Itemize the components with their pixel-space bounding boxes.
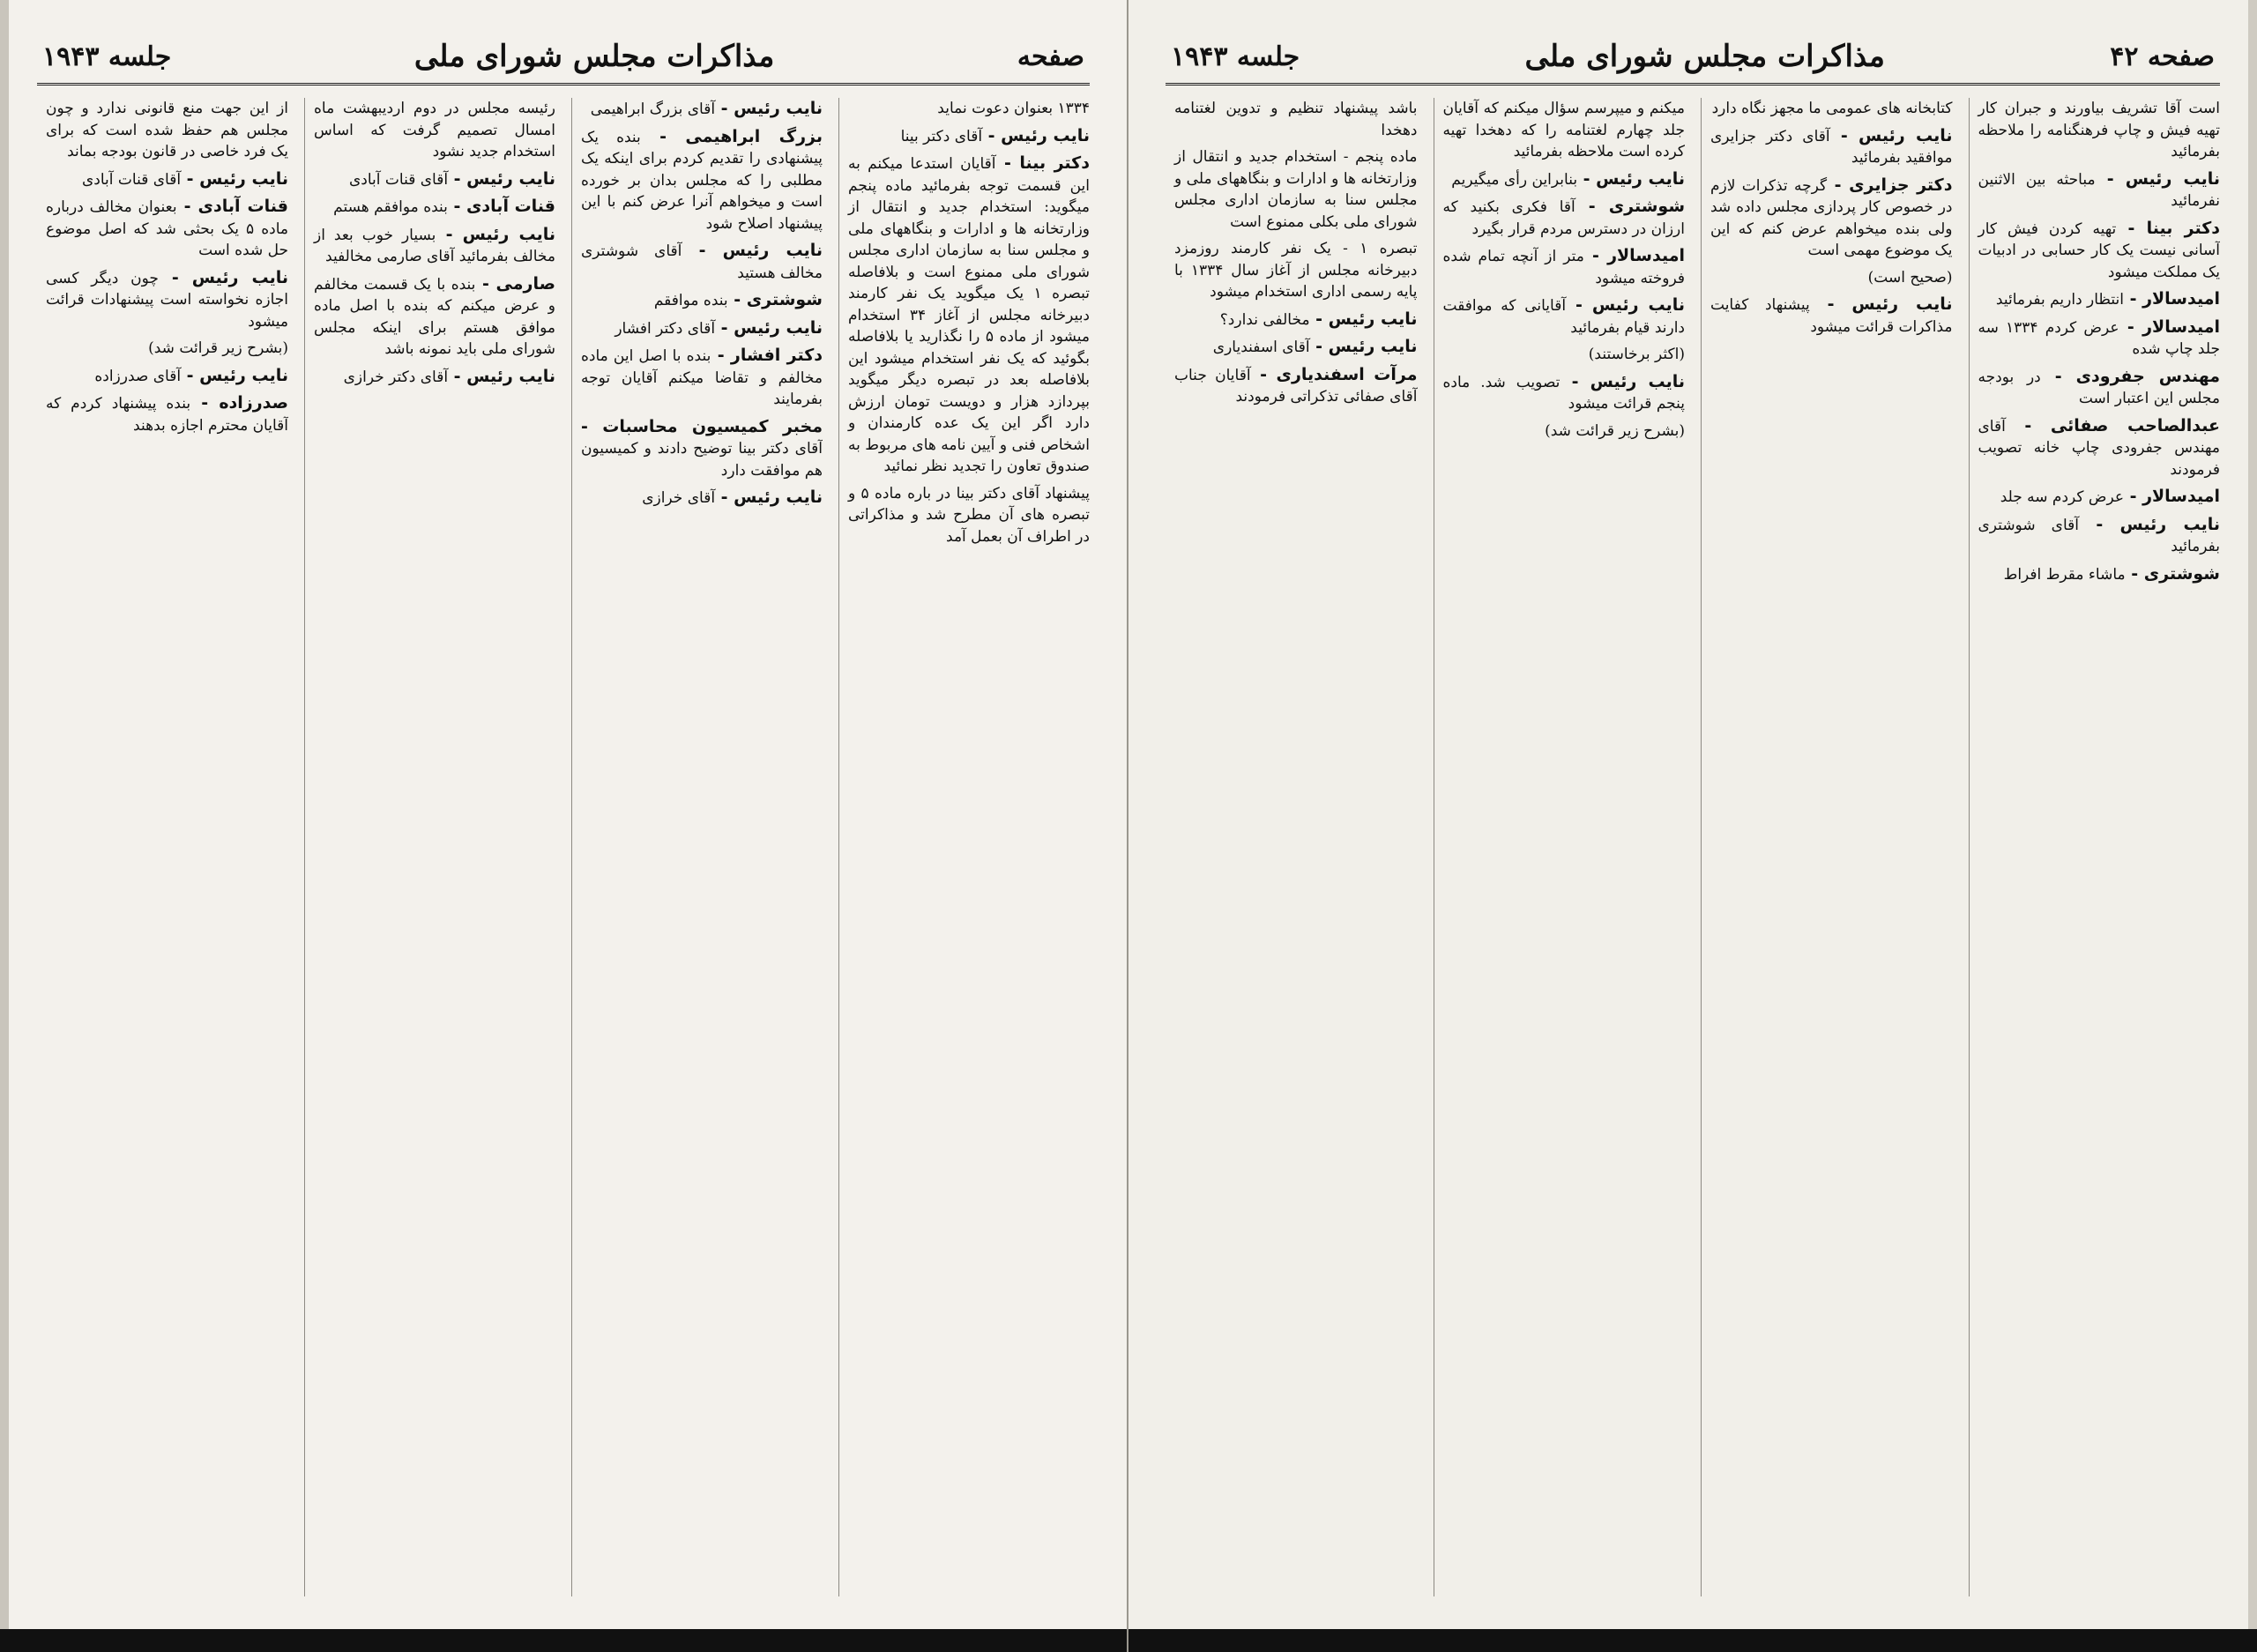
text-column	[37, 98, 288, 1596]
paragraph-text: ۱۳۳۴ بعنوان دعوت نماید	[937, 100, 1090, 117]
paragraph	[1978, 288, 2221, 311]
paragraph	[1443, 371, 1686, 415]
paragraph	[1710, 294, 1953, 338]
paragraph-text: تصویب شد. ماده پنجم قرائت میشود	[1442, 373, 1685, 413]
paragraph-text: انتظار داریم بفرمائید	[1995, 291, 2124, 309]
paragraph	[1443, 196, 1686, 240]
paragraph-text: آقای دکتر بینا	[900, 127, 983, 145]
speaker-name: مخبر کمیسیون محاسبات -	[581, 416, 823, 436]
paragraph	[314, 224, 555, 268]
paragraph	[848, 483, 1090, 548]
paragraph	[581, 317, 823, 340]
paragraph	[848, 153, 1090, 478]
paragraph-text: است آقا تشریف بیاورند و جبران کار تهیه فیش و چاپ فرهنگنامه را ملاحظه بفرمائید	[1978, 100, 2220, 160]
text-column	[1166, 98, 1418, 1596]
paragraph-text: آقای دکتر خرازی	[343, 368, 449, 386]
paragraph-text: (صحیح است)	[1867, 268, 1953, 286]
paragraph-text: آقایان استدعا میکنم به این قسمت توجه بفرمائید ماده پنجم میگوید: استخدام جدید و انتقال از وزارتخانه ها و ادارات و بنگاههای ملی و مجلس سنا به سازمان اداری مجلس شورای ملی ممنوع است و بلافاصله تبصره ۱ یک میگوید یک نفر کارمند دبیرخانه مجلس از آغاز ۳۴ استخدام میشود از ماده ۵ را نگذارید یا بلافاصله بگوئید که یک نفر استخدام میشود این بلافاصله بعد در تبصره دیگر میگوید بپردازد هزار و دویست تومان ارزش دارد اگر این یک عده کارمندان و اشخاص فنی و آیین نامه های مربوط به صندوق تعاون را تجدید نظر نمائید	[848, 155, 1090, 475]
speaker-name: نایب رئیس -	[1809, 294, 1953, 314]
speaker-name: نایب رئیس -	[715, 317, 823, 338]
text-columns	[1166, 98, 2220, 1596]
paragraph	[314, 98, 555, 163]
speaker-name: بزرگ ابراهیمی -	[640, 126, 823, 146]
speaker-name: شوشتری -	[2125, 563, 2220, 584]
page-header	[37, 33, 1090, 86]
session-number: جلسه ۱۹۴۳	[42, 41, 172, 72]
paragraph-text: آقایان جناب آقای صفائی تذکراتی فرمودند	[1174, 366, 1418, 406]
paragraph-text: بنده موافقم	[653, 292, 728, 309]
speaker-name: شوشتری -	[1575, 197, 1685, 216]
paragraph	[1443, 168, 1686, 191]
left-page	[0, 0, 1128, 1652]
speaker-name: نایب رئیس -	[1309, 337, 1418, 356]
paragraph-text: آقایانی که موافقت دارند قیام بفرمائید	[1442, 297, 1685, 337]
paragraph	[46, 338, 288, 360]
paragraph-text: بنده یک پیشنهادی را تقدیم کردم برای اینکه یک مطلبی را که مجلس بدان بر خورده است و میخواهم آنرا عرض کنم با این پیشنهاد اصلاح شود	[581, 128, 823, 233]
speaker-name: نایب رئیس -	[158, 267, 288, 287]
paragraph-text: بنده با اصل این ماده مخالفم و تقاضا میکنم آقایان توجه بفرمایند	[581, 347, 823, 408]
paragraph	[1710, 267, 1953, 289]
paragraph	[1174, 309, 1418, 331]
speaker-name: نایب رئیس -	[1577, 168, 1685, 189]
paragraph-text: گرچه تذکرات لازم در خصوص کار پردازی مجلس داده شد ولی بنده میخواهم عرض کنم که این یک موضوع مهمی است	[1710, 176, 1953, 259]
paragraph-text: آقای اسفندیاری	[1212, 339, 1310, 356]
paragraph-text: متر از آنچه تمام شده فروخته میشود	[1442, 248, 1685, 287]
paragraph	[1978, 514, 2221, 558]
paragraph	[46, 365, 288, 388]
paragraph	[1710, 175, 1953, 262]
paragraph-text: بنابراین رأی میگیریم	[1451, 170, 1578, 189]
speaker-name: نایب رئیس -	[715, 487, 823, 507]
paragraph	[581, 240, 823, 284]
paragraph-text: آقای قنات آبادی	[81, 170, 182, 189]
paragraph	[1710, 98, 1953, 120]
paragraph-text: (بشرح زیر قرائت شد)	[148, 339, 288, 357]
paragraph	[581, 345, 823, 411]
speaker-name: قنات آبادی -	[447, 197, 555, 216]
speaker-name: نایب رئیس -	[715, 99, 823, 118]
speaker-name: نایب رئیس -	[1829, 125, 1953, 145]
paragraph	[1978, 366, 2221, 410]
paragraph	[1978, 563, 2221, 586]
page-title: مذاکرات مجلس شورای ملی	[1524, 39, 1885, 74]
paragraph-text: آقای دکتر جزایری موافقید بفرمائید	[1710, 127, 1953, 167]
speaker-name: نایب رئیس -	[448, 366, 555, 386]
speaker-name: امیدسالار -	[2119, 316, 2220, 337]
paragraph-text: عرض کردم سه جلد	[2000, 488, 2124, 506]
speaker-name: نایب رئیس -	[682, 241, 823, 260]
paragraph	[581, 126, 823, 235]
speaker-name: نایب رئیس -	[436, 224, 555, 244]
text-column	[838, 98, 1090, 1596]
text-column	[304, 98, 555, 1596]
paragraph	[1443, 245, 1686, 289]
page-header	[1166, 33, 2220, 86]
paragraph	[314, 273, 555, 361]
paragraph	[46, 196, 288, 262]
paragraph	[1443, 294, 1686, 339]
speaker-name: صدرزاده -	[190, 393, 288, 413]
speaker-name: نایب رئیس -	[181, 365, 288, 385]
speaker-name: امیدسالار -	[2123, 289, 2220, 309]
page-edge	[0, 0, 9, 1652]
paragraph-text: (بشرح زیر قرائت شد)	[1545, 421, 1685, 440]
paragraph	[1978, 218, 2221, 284]
paragraph	[581, 487, 823, 510]
paragraph-text: ماشاء مقرط افراط	[2003, 565, 2126, 584]
paragraph-text: (اکثر برخاستند)	[1588, 346, 1685, 363]
paragraph	[46, 267, 288, 333]
paragraph-text: چون دیگر کسی اجازه نخواسته است پیشنهادات قرائت میشود	[46, 269, 288, 331]
speaker-name: دکتر افشار -	[711, 346, 823, 365]
speaker-name: نایب رئیس -	[1309, 309, 1418, 329]
speaker-name: نایب رئیس -	[2095, 168, 2220, 189]
page-edge	[2248, 0, 2257, 1652]
speaker-name: دکتر بینا -	[995, 153, 1090, 173]
paragraph-text: رئیسه مجلس در دوم اردیبهشت ماه امسال تصمیم گرفت که اساس استخدام جدید نشود	[314, 100, 555, 160]
right-page	[1128, 0, 2257, 1652]
speaker-name: نایب رئیس -	[2079, 514, 2220, 534]
paragraph	[1443, 98, 1686, 163]
paragraph-text: تهیه کردن فیش کار آسانی نیست یک کار حسابی در ادبیات یک مملکت میشود	[1978, 220, 2220, 281]
paragraph-text: آقای شوشتری بفرمائید	[1978, 516, 2220, 555]
paragraph-text: آقای مهندس جفرودی چاپ خانه تصویب فرمودند	[1978, 417, 2220, 479]
speaker-name: دکتر جزایری -	[1827, 175, 1953, 195]
speaker-name: شوشتری -	[727, 290, 823, 309]
paragraph	[1174, 98, 1418, 141]
page-title: مذاکرات مجلس شورای ملی	[413, 39, 775, 74]
paragraph-text: آقای شوشتری مخالف هستید	[581, 242, 823, 282]
page-number: صفحه ۴۲	[2110, 41, 2215, 72]
paragraph-text: آقای خرازی	[642, 489, 716, 507]
paragraph	[848, 125, 1090, 148]
paragraph	[1443, 344, 1686, 366]
paragraph	[314, 196, 555, 219]
speaker-name: صارمی -	[475, 273, 555, 294]
speaker-name: امیدسالار -	[2123, 487, 2220, 506]
paragraph-text: مباحثه بین الاثنین نفرمائید	[1978, 170, 2220, 210]
text-columns	[37, 98, 1090, 1596]
paragraph	[1978, 98, 2221, 163]
paragraph	[1978, 168, 2221, 212]
paragraph	[581, 289, 823, 312]
paragraph-text: مخالفی ندارد؟	[1219, 310, 1310, 329]
session-number: جلسه ۱۹۴۳	[1171, 41, 1300, 72]
speaker-name: مهندس جفرودی -	[2040, 366, 2220, 386]
paragraph-text: باشد پیشنهاد تنظیم و تدوین لغتنامه دهخدا	[1174, 100, 1418, 139]
paragraph	[46, 98, 288, 163]
paragraph-text: بعنوان مخالف درباره ماده ۵ یک بحثی شد که اصل موضوع حل شده است	[46, 198, 288, 259]
bottom-bar	[0, 1629, 1127, 1652]
paragraph-text: آقا فکری بکنید که ارزان در دسترس مردم قرار بگیرد	[1442, 198, 1685, 238]
paragraph-text: بنده با یک قسمت مخالفم و عرض میکنم که بنده با اصل ماده موافق هستم برای اینکه مجلس شورای ملی باید نمونه باشد	[314, 275, 555, 358]
paragraph-text: بسیار خوب بعد از مخالف بفرمائید آقای صارمی مخالفید	[314, 226, 555, 265]
paragraph	[581, 416, 823, 482]
speaker-name: نایب رئیس -	[1560, 371, 1685, 391]
paragraph-text: بنده موافقم هستم	[333, 198, 448, 216]
paragraph	[1978, 316, 2221, 361]
speaker-name: نایب رئیس -	[982, 125, 1090, 145]
speaker-name: قنات آبادی -	[176, 197, 288, 216]
speaker-name: امیدسالار -	[1583, 246, 1685, 265]
paragraph	[1710, 125, 1953, 169]
paragraph-text: تبصره ۱ - یک نفر کارمند روزمزد دبیرخانه مجلس از آغاز سال ۱۳۳۴ با پایه رسمی اداری استخدام میشود	[1174, 240, 1418, 301]
paragraph-text: در بودجه مجلس این اعتبار است	[1978, 368, 2220, 407]
text-column	[571, 98, 823, 1596]
paragraph	[1978, 486, 2221, 509]
paragraph	[1174, 238, 1418, 303]
paragraph	[314, 366, 555, 389]
paragraph-text: کتابخانه های عمومی ما مجهز نگاه دارد	[1711, 100, 1953, 117]
paragraph-text: آقای قنات آبادی	[348, 170, 449, 189]
paragraph-text: میکنم و میپرسم سؤال میکنم که آقایان جلد چهارم لغتنامه را که دهخدا تهیه کرده است ملاحظه بفرمائید	[1442, 100, 1685, 160]
paragraph-text: پیشنهاد کفایت مذاکرات قرائت میشود	[1710, 296, 1953, 336]
speaker-name: مرآت اسفندیاری -	[1250, 364, 1418, 384]
paragraph	[1978, 415, 2221, 481]
paragraph-text: از این جهت منع قانونی ندارد و چون مجلس هم حفظ شده است که برای یک فرد خاصی در قانون بودجه بماند	[46, 100, 288, 160]
text-column	[1434, 98, 1686, 1596]
paragraph	[848, 98, 1090, 120]
paragraph-text: پیشنهاد آقای دکتر بینا در باره ماده ۵ و تبصره های آن مطرح شد و مذاکراتی در اطراف آن بعمل آمد	[848, 484, 1090, 546]
text-column	[1701, 98, 1953, 1596]
page-number: صفحه	[1017, 41, 1084, 72]
bottom-bar	[1128, 1629, 2257, 1652]
text-column	[1969, 98, 2221, 1596]
paragraph-text: ماده پنجم - استخدام جدید و انتقال از وزارتخانه ها و ادارات و بنگاههای ملی و مجلس سنا به سازمان اداری مجلس شورای ملی بکلی ممنوع است	[1174, 148, 1418, 231]
paragraph	[1174, 336, 1418, 359]
speaker-name: نایب رئیس -	[181, 168, 288, 189]
speaker-name: عبدالصاحب صفائی -	[2005, 415, 2220, 435]
paragraph-text: بنده پیشنهاد کردم که آقایان محترم اجازه بدهند	[46, 395, 288, 435]
paragraph-text: آقای بزرگ ابراهیمی	[590, 100, 716, 118]
paragraph	[46, 168, 288, 191]
speaker-name: نایب رئیس -	[448, 168, 555, 189]
paragraph	[1443, 420, 1686, 443]
paragraph-text: آقای دکتر بینا توضیح دادند و کمیسیون هم موافقت دارد	[581, 440, 823, 480]
paragraph-text: آقای صدرزاده	[94, 367, 182, 385]
paragraph-text: آقای دکتر افشار	[615, 319, 716, 338]
paragraph	[46, 392, 288, 436]
paragraph	[581, 98, 823, 121]
speaker-name: نایب رئیس -	[1566, 295, 1685, 315]
paragraph	[1174, 364, 1418, 408]
paragraph	[1174, 146, 1418, 233]
speaker-name: دکتر بینا -	[2116, 218, 2220, 238]
paragraph	[314, 168, 555, 191]
paragraph-text: عرض کردم ۱۳۳۴ سه جلد چاپ شده	[1978, 318, 2220, 358]
